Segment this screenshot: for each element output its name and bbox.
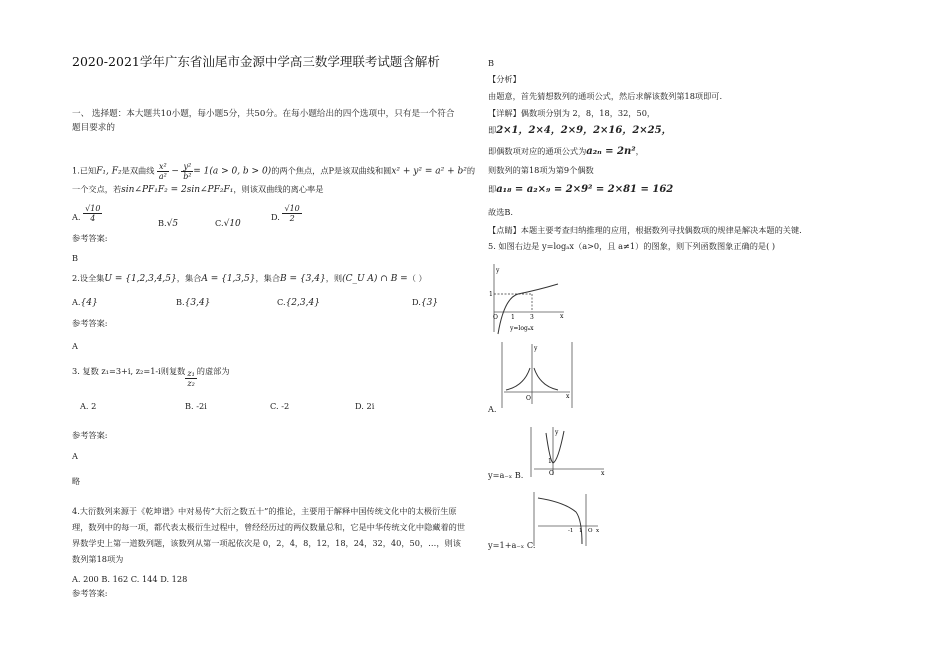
q3-option-d[interactable]: D. 2i <box>355 401 375 411</box>
q1-option-a[interactable]: A. $\frac{√10}{4}$ <box>72 204 101 223</box>
q1-line2b: ，则该双曲线的离心率是 <box>233 184 324 194</box>
q1-option-b[interactable]: B.√5 <box>158 218 179 229</box>
q3-answer: A <box>72 451 78 461</box>
question-1-line-1: 1.已知F₁, F₂是双曲线 $\frac{\text{x²}}{\text{a²}}$ − $\frac{\text{y²}}{\text{b²}}$ = 1(a > 0, b > 0)的两个焦点，点P是该双曲线和圆x² + y² = a² + b²的 <box>72 162 476 181</box>
svg-text:-1: -1 <box>568 528 574 534</box>
label-option-c: y=1+a₋ₓ C. <box>488 540 536 550</box>
question-2: 2.设全集U = {1,2,3,4,5}，集合A = {1,3,5}，集合B = {3,4}，则(C_U A) ∩ B =（ ） <box>72 273 427 284</box>
detail-label: 【详解】偶数项分别为 2，8，18，32，50， <box>488 108 656 118</box>
q1-frac-x: $\frac{\text{x²}}{\text{a²}}$ <box>158 162 167 181</box>
general-term-line: 即偶数项对应的通项公式为a₂ₙ = 2n²， <box>488 146 644 157</box>
q1-option-c[interactable]: C.√10 <box>215 218 241 229</box>
analysis-text: 由题意，首先猜想数列的通项公式，然后求解该数列第18项即可. <box>488 91 723 101</box>
q1-prefix: 1.已知 <box>72 165 97 176</box>
svg-text:O: O <box>549 470 554 477</box>
q1-frac-y: $\frac{\text{y²}}{\text{b²}}$ <box>183 162 192 181</box>
q1-foci: F₁, F₂ <box>96 166 122 177</box>
choose-line: 故选B. <box>488 207 513 217</box>
graph-option-c[interactable] <box>532 490 602 548</box>
svg-text:x: x <box>560 313 564 320</box>
section-heading: 一、 选择题：本大题共10小题，每小题5分，共50分。在每小题给出的四个选项中，只有是一个符合题目要求的 <box>72 109 455 133</box>
ninth-even-line: 则数列的第18项为第9个偶数 <box>488 165 594 175</box>
label-option-a: A. <box>488 404 497 414</box>
label-option-b: y=a₋ₓ B. <box>488 470 524 480</box>
svg-text:O: O <box>526 395 531 402</box>
q4-answer: B <box>488 58 495 68</box>
analysis-label: 【分析】 <box>488 74 521 84</box>
question-1-line-2 <box>72 184 323 196</box>
log-graph <box>488 262 568 340</box>
sequence-line: 即2×1，2×4，2×9，2×16，2×25， <box>488 125 672 136</box>
q2-option-c[interactable]: C.{2,3,4} <box>277 297 320 308</box>
svg-text:x: x <box>601 470 605 477</box>
q2-option-b[interactable]: B.{3,4} <box>176 297 211 308</box>
svg-text:O: O <box>493 314 498 321</box>
svg-text:O: O <box>588 528 593 534</box>
comment-line: 【点睛】本题主要考查归纳推理的应用，根据数列寻找偶数项的规律是解决本题的关键. <box>488 225 802 235</box>
graph-option-a[interactable] <box>496 340 576 410</box>
svg-text:3: 3 <box>530 314 534 321</box>
q2-option-a[interactable]: A.{4} <box>72 297 98 308</box>
q1-mid2: 的两个焦点，点P是该双曲线和圆 <box>271 165 392 176</box>
q1-answer: B <box>72 253 79 263</box>
svg-text:y: y <box>496 267 500 274</box>
q2-ref-label: 参考答案: <box>72 318 108 328</box>
svg-text:1: 1 <box>511 314 515 321</box>
graph-option-b[interactable] <box>528 425 608 480</box>
graph-main-label: y=logₐx <box>510 325 534 332</box>
a18-line: 即a₁₈ = a₂×₉ = 2×9² = 2×81 = 162 <box>488 184 674 195</box>
q1-condition: sin∠PF₁F₂ = 2sin∠PF₂F₁ <box>121 185 234 195</box>
q2-option-d[interactable]: D.{3} <box>412 297 439 308</box>
svg-text:y: y <box>555 429 559 436</box>
svg-text:y: y <box>534 345 538 352</box>
q1-circle: x² + y² = a² + b² <box>391 166 467 177</box>
page-title: 2020-2021学年广东省汕尾市金源中学高三数学理联考试题含解析 <box>72 54 440 69</box>
q4-options[interactable]: A. 200 B. 162 C. 144 D. 128 <box>72 574 188 584</box>
q2-answer: A <box>72 341 78 351</box>
question-3: 3. 复数 z₁=3+i, z₂=1-i则复数 $\frac{\text{z₁}}{\text{z₂}}$ 的虚部为 <box>72 366 230 388</box>
q4-ref-label: 参考答案: <box>72 588 108 598</box>
svg-text:1: 1 <box>579 528 583 534</box>
q1-option-d[interactable]: D. $\frac{√10}{2}$ <box>271 204 300 223</box>
q3-option-b[interactable]: B. -2i <box>185 401 207 411</box>
q1-mid1: 是双曲线 <box>121 165 155 176</box>
q1-mid3: 的 <box>466 165 476 176</box>
q3-ref-label: 参考答案: <box>72 430 108 440</box>
question-5: 5. 如图右边是 y=logₐx（a>0，且 a≠1）的图象，则下列函数图象正确的是( ) <box>488 241 776 251</box>
q1-ref-label: 参考答案: <box>72 233 108 243</box>
svg-text:1: 1 <box>548 458 552 465</box>
q1-line2a: 一个交点，若 <box>72 184 122 194</box>
q3-option-c[interactable]: C. -2 <box>270 401 290 411</box>
q1-hyper-tail: = 1(a > 0, b > 0) <box>193 166 272 177</box>
q3-note: 略 <box>72 476 81 486</box>
svg-text:x: x <box>566 393 570 400</box>
svg-text:x: x <box>596 528 600 534</box>
q3-option-a[interactable]: A. 2 <box>80 401 97 411</box>
question-4: 4.大衍数列来源于《乾坤谱》中对易传“大衍之数五十”的推论，主要用于解释中国传统文化中的太极衍生原理，数列中的每一项，都代表太极衍生过程中，曾经经历过的两仪数量总和，它是中华传统文化中隐藏着的世界数学史上第一道数列题，该数列从第一项起依次是 0，2，4，8，12，18，24，32，40，50，…，则该数列第18项为 <box>72 506 466 564</box>
svg-text:1: 1 <box>489 291 493 298</box>
